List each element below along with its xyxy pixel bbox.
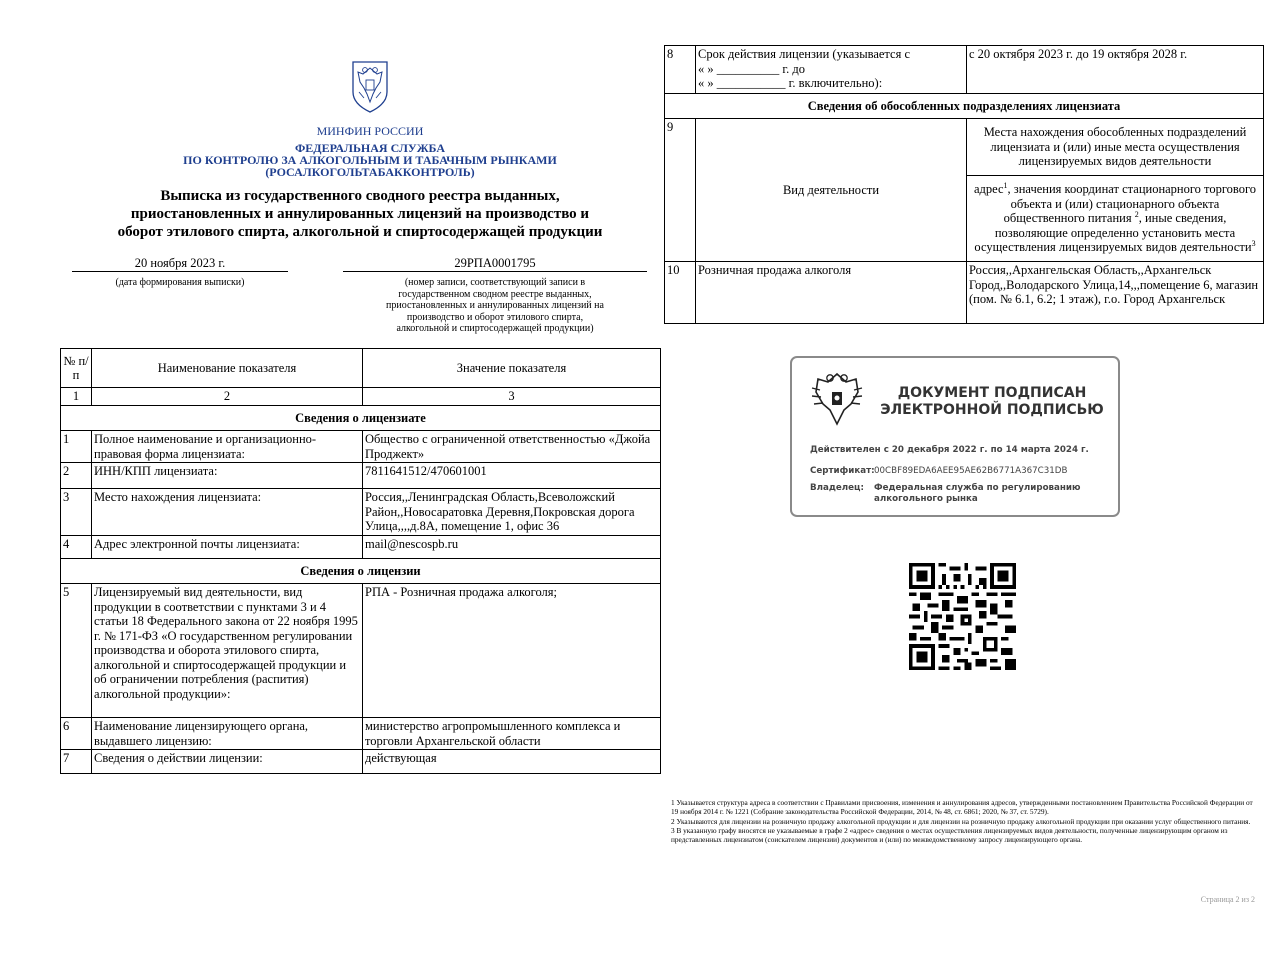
digital-signature-stamp bbox=[790, 356, 1120, 517]
row-value: mail@nescospb.ru bbox=[363, 536, 661, 559]
row-number: 7 bbox=[61, 750, 92, 774]
row-name: Розничная продажа алкоголя bbox=[696, 262, 967, 324]
row-name: Место нахождения лицензиата: bbox=[92, 489, 363, 536]
table-row bbox=[61, 536, 661, 559]
row-value: Россия,,Архангельская Область,,Архангельск Город,,Володарского Улица,14,,,помещение 6, магазин (пом. № 6.1, 6.2; 1 этаж), г.о. Город Архангельск bbox=[967, 262, 1264, 324]
row-name: Наименование лицензирующего органа, выдавшего лицензию: bbox=[92, 718, 363, 750]
row-name: ИНН/КПП лицензиата: bbox=[92, 463, 363, 489]
certificate-value: 00CBF89EDA6AEE95AE62B6771A367C31DB bbox=[874, 466, 1068, 476]
table-row bbox=[61, 489, 661, 536]
row-number: 10 bbox=[665, 262, 696, 324]
row-name: Сведения о действии лицензии: bbox=[92, 750, 363, 774]
row-value: действующая bbox=[363, 750, 661, 774]
owner-value: Федеральная служба по регулированию алкогольного рынка bbox=[874, 483, 1081, 504]
document-title-line1: Выписка из государственного сводного реестра выданных, bbox=[160, 188, 560, 204]
licensee-table bbox=[60, 348, 661, 774]
table-row bbox=[61, 718, 661, 750]
col-index-3: 3 bbox=[363, 388, 661, 406]
table-row bbox=[61, 750, 661, 774]
stamp-validity: Действителен с 20 декабря 2022 г. по 14 марта 2024 г. bbox=[810, 445, 1089, 455]
row-number: 6 bbox=[61, 718, 92, 750]
footnote-2: 2 Указываются для лицензии на розничную продажу алкогольной продукции и для лицензии на розничную продажу алкогольной продукции при оказании услуг общественного питания. bbox=[671, 816, 1251, 826]
col-index-2: 2 bbox=[92, 388, 363, 406]
row-value: министерство агропромышленного комплекса и торговли Архангельской области bbox=[363, 718, 661, 750]
qr-code-icon bbox=[909, 563, 1016, 670]
row-value: Россия,,Ленинградская Область,Всеволожский Район,,Новосаратовка Деревня,Покровская дорога Улица,,,,д.8А, помещение 1, офис 36 bbox=[363, 489, 661, 536]
col-value-header: Значение показателя bbox=[363, 349, 661, 388]
stamp-emblem-icon bbox=[808, 370, 866, 428]
stamp-title: ДОКУМЕНТ ПОДПИСАН ЭЛЕКТРОННОЙ ПОДПИСЬЮ bbox=[880, 385, 1104, 418]
record-number: 29РПА0001795 bbox=[454, 256, 536, 270]
record-underline bbox=[343, 271, 647, 272]
section-licensee: Сведения о лицензиате bbox=[61, 406, 661, 431]
owner-label: Владелец: bbox=[810, 483, 864, 493]
page-number: Страница 2 из 2 bbox=[1200, 895, 1255, 904]
row-number: 4 bbox=[61, 536, 92, 559]
row-number: 5 bbox=[61, 584, 92, 718]
date-underline bbox=[72, 271, 288, 272]
record-caption: (номер записи, соответствующий записи в государственном сводном реестре выданных, приостановленных и аннулированных лицензий на производство и оборот этилового спирта, алкогольной и спиртосодержащей продукции) bbox=[386, 277, 604, 334]
row-name: Лицензируемый вид деятельности, вид продукции в соответствии с пунктами 3 и 4 статьи 18 Федерального закона от 22 ноября 1995 г. № 171-ФЗ «О государственном регулировании производства и оборота этилового спирта, алкогольной и спиртосодержащей продукции и об ограничении потребления (распития) алкогольной продукции»: bbox=[92, 584, 363, 718]
row-number: 8 bbox=[665, 46, 696, 94]
section-subdivisions: Сведения об обособленных подразделениях лицензиата bbox=[665, 94, 1264, 119]
row-value: РПА - Розничная продажа алкоголя; bbox=[363, 584, 661, 718]
license-details-table bbox=[664, 45, 1264, 324]
footnote-1: 1 Указывается структура адреса в соответствии с Правилами присвоения, изменения и аннулирования адресов, утвержденными постановлением Правительства Российской Федерации от 19 ноября 2014 г. № 1221 (Собрание законодательства Российской Федерации, 2014, № 48, ст. 6861; 2020, № 37, ст. 5729). bbox=[671, 798, 1253, 817]
footnote-3: 3 В указанную графу вносятся не указываемые в графе 2 «адрес» сведения о местах осуществления лицензируемых видов деятельности, полученные лицензирующим органом из представленных лицензиатом (соискателем лицензии) документов и (или) по межведомственному запросу лицензирующего органа. bbox=[671, 825, 1228, 845]
row-value: с 20 октября 2023 г. до 19 октября 2028 г. bbox=[967, 46, 1264, 94]
statement-date: 20 ноября 2023 г. bbox=[134, 256, 226, 270]
service-name-line1: ФЕДЕРАЛЬНАЯ СЛУЖБА bbox=[295, 141, 445, 155]
row-number: 2 bbox=[61, 463, 92, 489]
ministry-name: МИНФИН РОССИИ bbox=[316, 124, 424, 138]
table-row bbox=[61, 463, 661, 489]
section-license: Сведения о лицензии bbox=[61, 559, 661, 584]
footnotes bbox=[671, 798, 1255, 844]
col-index-1: 1 bbox=[61, 388, 92, 406]
certificate-label: Сертификат: bbox=[810, 466, 875, 476]
service-name-line2: ПО КОНТРОЛЮ ЗА АЛКОГОЛЬНЫМ И ТАБАЧНЫМ РЫНКАМИ bbox=[183, 153, 557, 167]
row-name: Полное наименование и организационно-правовая форма лицензиата: bbox=[92, 431, 363, 463]
row-number: 1 bbox=[61, 431, 92, 463]
row-number: 9 bbox=[665, 119, 696, 262]
col-number-header: № п/п bbox=[61, 349, 92, 388]
address-header: адрес$^1$, значения координат стационарного торгового объекта и (или) стационарного объекта общественного питания $^2$, иные сведения, позволяющие определенно установить места осуществления лицензируемых видов деятельности$^3$ bbox=[967, 176, 1264, 262]
document-title-line3: оборот этилового спирта, алкогольной и спиртосодержащей продукции bbox=[117, 224, 603, 240]
date-caption: (дата формирования выписки) bbox=[115, 277, 245, 288]
russian-emblem-icon bbox=[350, 58, 390, 114]
row-value: Общество с ограниченной ответственностью «Джойа Проджект» bbox=[363, 431, 661, 463]
document-title-line2: приостановленных и аннулированных лицензий на производство и bbox=[130, 206, 590, 222]
row-number: 3 bbox=[61, 489, 92, 536]
col-name-header: Наименование показателя bbox=[92, 349, 363, 388]
row-name: Срок действия лицензии (указывается с « » __________ г. до « » ___________ г. включительно): bbox=[696, 46, 967, 94]
activity-type-header: Вид деятельности bbox=[696, 119, 967, 262]
locations-header: Места нахождения обособленных подразделений лицензиата и (или) иные места осуществления лицензируемых видов деятельности bbox=[967, 119, 1264, 176]
row-value: 7811641512/470601001 bbox=[363, 463, 661, 489]
row-name: Адрес электронной почты лицензиата: bbox=[92, 536, 363, 559]
table-row bbox=[665, 262, 1264, 324]
table-row bbox=[665, 46, 1264, 94]
table-row bbox=[61, 584, 661, 718]
service-name-line3: (РОСАЛКОГОЛЬТАБАККОНТРОЛЬ) bbox=[265, 165, 475, 179]
table-row bbox=[61, 431, 661, 463]
